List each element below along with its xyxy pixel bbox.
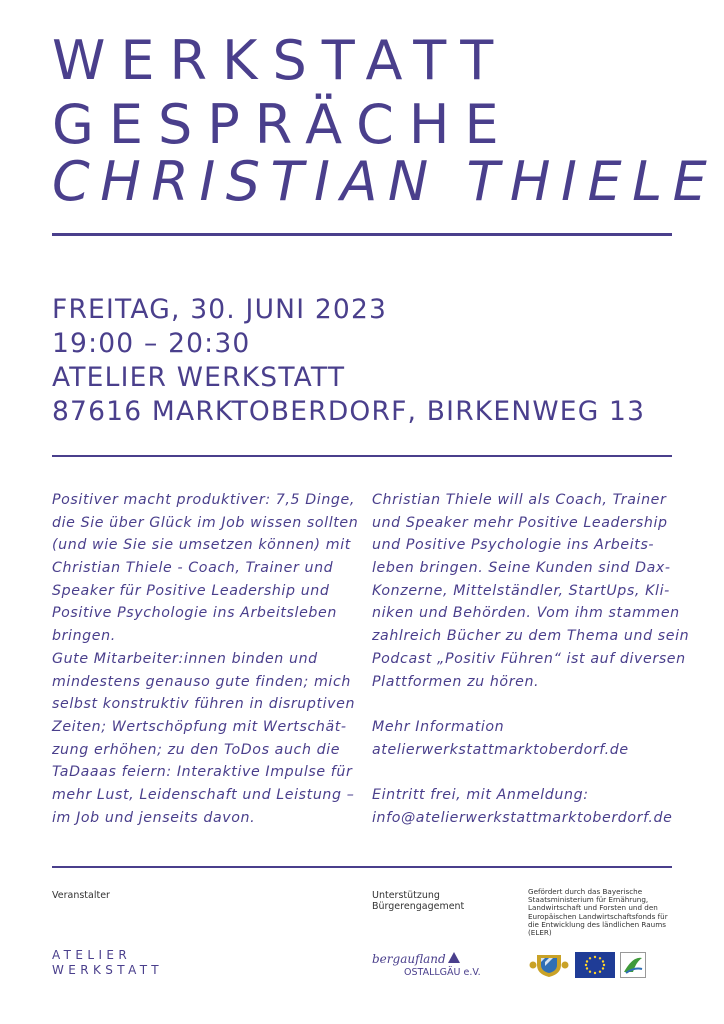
text-line: Positive Psychologie ins Arbeitsleben (52, 605, 337, 622)
text-line: Plattformen zu hören. (372, 673, 540, 690)
mountain-icon (447, 950, 461, 964)
support-label (372, 890, 464, 912)
text-line: bringen. (52, 628, 116, 645)
funding-line: Europäischen Landwirtschaftsfonds für (528, 911, 668, 921)
bergaufland-logo-word2: OSTALLGÄU e.V. (404, 967, 481, 978)
funding-line: die Entwicklung des ländlichen Raums (528, 919, 666, 929)
text-line: die Sie über Glück im Job wissen sollten (52, 514, 359, 531)
bergaufland-logo (372, 950, 492, 982)
event-address: 87616 MARKTOBERDORF, BIRKENWEG 13 (52, 396, 646, 427)
spacer (372, 693, 689, 716)
support-label-line2: Bürgerengagement (372, 901, 465, 912)
organizer-logo (52, 948, 163, 978)
title-speaker-name: CHRISTIAN THIELE (52, 150, 718, 213)
text-line: zung erhöhen; zu den ToDos auch die (52, 741, 341, 758)
text-line: leben bringen. Seine Kunden sind Dax- (372, 560, 671, 577)
divider-bottom (52, 866, 672, 868)
funding-line: Staatsministerium für Ernährung, (528, 895, 649, 905)
divider-middle (52, 455, 672, 457)
email-link[interactable]: info@atelierwerkstattmarktoberdorf.de (372, 809, 673, 826)
organizer-label: Veranstalter (52, 890, 110, 901)
funding-line: (ELER) (528, 928, 552, 938)
event-date: FREITAG, 30. JUNI 2023 (52, 294, 388, 325)
title-line-gespraeche: GESPRÄCHE (52, 93, 514, 156)
support-label-line1: Unterstützung (372, 890, 440, 901)
more-info-label: Mehr Information (372, 718, 505, 735)
text-line: im Job und jenseits davon. (52, 809, 256, 826)
text-line: Positiver macht produktiver: 7,5 Dinge, (52, 492, 355, 508)
text-line: und Positive Psychologie ins Arbeits- (372, 537, 655, 554)
funding-line: Landwirtschaft und Forsten und den (528, 903, 658, 913)
spacer (372, 761, 689, 784)
text-line: niken und Behörden. Vom ihm stammen (372, 605, 680, 622)
entry-label: Eintritt frei, mit Anmeldung: (372, 786, 589, 803)
leader-logo-icon (620, 952, 646, 978)
text-line: Konzerne, Mittelständler, StartUps, Kli- (372, 582, 670, 599)
text-line: mindestens genauso gute finden; mich (52, 673, 351, 690)
text-line: Zeiten; Wertschöpfung mit Wertschät- (52, 718, 347, 735)
text-line: Christian Thiele will als Coach, Trainer (372, 492, 667, 508)
text-line: TaDaaas feiern: Interaktive Impulse für (52, 764, 353, 781)
funding-text (528, 888, 668, 937)
text-line: Speaker für Positive Leadership und (52, 582, 330, 599)
text-line: Christian Thiele - Coach, Trainer und (52, 560, 334, 577)
text-line: zahlreich Bücher zu dem Thema und sein (372, 628, 690, 645)
description-left-column (52, 489, 358, 829)
title-line-werkstatt: WERKSTATT (52, 29, 509, 92)
event-info (52, 293, 645, 429)
text-line: und Speaker mehr Positive Leadership (372, 514, 668, 531)
divider-top (52, 233, 672, 236)
bergaufland-logo-word1: bergaufland (372, 952, 446, 966)
text-line: (und wie Sie sie umsetzen können) mit (52, 537, 351, 554)
event-time: 19:00 – 20:30 (52, 328, 251, 359)
description-right-column (372, 489, 689, 829)
text-line: Gute Mitarbeiter:innen binden und (52, 650, 318, 667)
text-line: selbst konstruktiv führen in disruptiven (52, 696, 356, 713)
eu-flag-icon (575, 952, 615, 978)
text-line: mehr Lust, Leidenschaft und Leistung – (52, 786, 355, 803)
organizer-logo-line2: WERKSTATT (52, 963, 163, 977)
event-venue: ATELIER WERKSTATT (52, 362, 346, 393)
organizer-logo-line1: ATELIER (52, 948, 132, 962)
bavarian-coat-of-arms-icon (528, 952, 570, 978)
text-line: Podcast „Positiv Führen“ ist auf diversen (372, 650, 686, 667)
funding-line: Gefördert durch das Bayerische (528, 887, 643, 896)
website-link[interactable]: atelierwerkstattmarktoberdorf.de (372, 741, 629, 758)
